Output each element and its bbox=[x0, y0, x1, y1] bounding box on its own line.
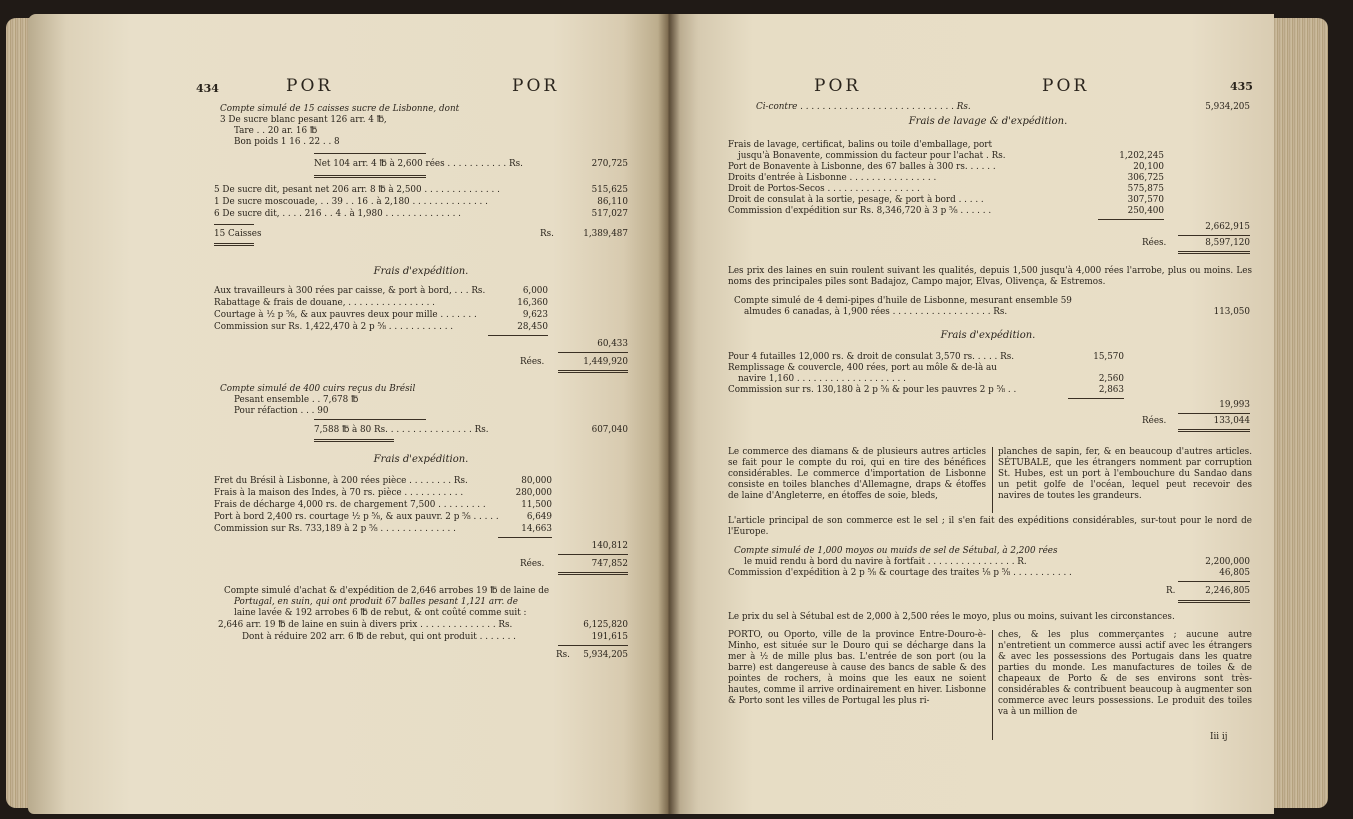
cases-total-value: 1,389,487 bbox=[583, 229, 628, 239]
expense-value: 80,000 bbox=[521, 476, 552, 486]
rule bbox=[558, 645, 628, 646]
expense-line: Frais à la maison des Indes, à 70 rs. pièce . . . . . . . . . . . bbox=[214, 488, 464, 498]
washing-line: Droit de consulat à la sortie, pesage, & port à bord . . . . . bbox=[728, 195, 984, 205]
oil-expense-line: navire 1,160 . . . . . . . . . . . . . . . . . . . . bbox=[738, 374, 906, 384]
rule bbox=[1178, 251, 1250, 254]
washing-value: 20,100 bbox=[1133, 162, 1164, 172]
rule bbox=[1178, 413, 1250, 414]
washing-line: Droits d'entrée à Lisbonne . . . . . . . . . . . . . . . . bbox=[728, 173, 937, 183]
rule bbox=[1178, 429, 1250, 432]
rule bbox=[1178, 235, 1250, 236]
oil-account-line: Compte simulé de 4 demi-pipes d'huile de Lisbonne, mesurant ensemble 59 bbox=[734, 296, 1072, 306]
expense-value: 11,500 bbox=[521, 500, 552, 510]
wool-total-value: 5,934,205 bbox=[583, 650, 628, 660]
sugar-line: 5 De sucre dit, pesant net 206 arr. 8 ℔ à 2,500 . . . . . . . . . . . . . . bbox=[214, 185, 500, 195]
rule bbox=[214, 243, 254, 246]
washing-line: Frais de lavage, certificat, balins ou toile d'emballage, port bbox=[728, 140, 993, 150]
wool-row: 2,646 arr. 19 ℔ de laine en suin à divers prix . . . . . . . . . . . . . . Rs. bbox=[218, 620, 513, 630]
carry-value: 5,934,205 bbox=[1205, 102, 1250, 112]
rule bbox=[314, 419, 426, 420]
sugar-value: 515,625 bbox=[591, 185, 628, 195]
salt-total-value: 2,246,805 bbox=[1205, 586, 1250, 596]
column-divider bbox=[992, 630, 993, 740]
expense-value: 280,000 bbox=[515, 488, 552, 498]
wool-value: 6,125,820 bbox=[583, 620, 628, 630]
oil-subtotal: 19,993 bbox=[1219, 400, 1250, 410]
total-label: Rées. bbox=[520, 357, 545, 367]
expense-subtotal: 60,433 bbox=[597, 339, 628, 349]
total-value: 747,852 bbox=[591, 559, 628, 569]
wool-intro-line: laine lavée & 192 arrobes 6 ℔ de rebut, & ont coûté comme suit : bbox=[234, 608, 527, 618]
left-running-head-right: POR bbox=[512, 76, 560, 96]
left-page-number: 434 bbox=[196, 82, 219, 95]
rule bbox=[488, 335, 548, 336]
signature-mark: Iii ij bbox=[1210, 732, 1228, 742]
oil-expense-line: Commission sur rs. 130,180 à 2 p ⅝ & pour les pauvres 2 p ⅝ . . bbox=[728, 385, 1017, 395]
salt-price-paragraph: Le prix du sel à Sétubal est de 2,000 à 2,500 rées le moyo, plus ou moins, suivant les circonstances. bbox=[728, 612, 1175, 622]
expense-value: 6,649 bbox=[526, 512, 552, 522]
sugar-value: 517,027 bbox=[591, 209, 628, 219]
right-running-head: POR bbox=[814, 76, 862, 96]
sugar-line: 6 De sucre dit, . . . . 216 . . 4 . à 1,980 . . . . . . . . . . . . . . bbox=[214, 209, 461, 219]
expense-line: Fret du Brésil à Lisbonne, à 200 rées pièce . . . . . . . . Rs. bbox=[214, 476, 468, 486]
total-label: Rées. bbox=[520, 559, 545, 569]
carry-forward: Ci-contre . . . . . . . . . . . . . . . . . . . . . . . . . . . . Rs. bbox=[756, 102, 971, 112]
total-value: 8,597,120 bbox=[1205, 238, 1250, 248]
expense-value: 9,623 bbox=[522, 310, 548, 320]
rule bbox=[558, 352, 628, 353]
rule bbox=[558, 370, 628, 373]
commerce-column-left: Le commerce des diamans & de plusieurs autres articles se fait pour le compte du roi, qui en tire des bénéfices considérables. Le commerce d'importation de Lisbonne consiste en toiles blanches d'Allemagne, draps & étoffes de laine d'Angleterre, en étoffes de soie, bleds, bbox=[728, 447, 986, 501]
salt-account-line: le muid rendu à bord du navire à fortfait . . . . . . . . . . . . . . . . R. bbox=[744, 557, 1027, 567]
expense-line: Aux travailleurs à 300 rées par caisse, & port à bord, . . . Rs. bbox=[214, 286, 486, 296]
expense-line: Commission sur Rs. 733,189 à 2 p ⅝ . . . . . . . . . . . . . . bbox=[214, 524, 456, 534]
washing-line: Commission d'expédition sur Rs. 8,346,720 à 3 p ⅝ . . . . . . bbox=[728, 206, 992, 216]
oil-expense-line: Pour 4 futailles 12,000 rs. & droit de consulat 3,570 rs. . . . . Rs. bbox=[728, 352, 1015, 362]
hides-account-intro: Compte simulé de 400 cuirs reçus du Brésil bbox=[220, 384, 416, 394]
expense-line: Rabattage & frais de douane, . . . . . . . . . . . . . . . . bbox=[214, 298, 435, 308]
washing-value: 250,400 bbox=[1127, 206, 1164, 216]
expense-value: 16,360 bbox=[517, 298, 548, 308]
expense-line: Courtage à ½ p ⅝, & aux pauvres deux pour mille . . . . . . . bbox=[214, 310, 477, 320]
rule bbox=[314, 175, 426, 178]
sugar-row: Tare . . 20 ar. 16 ℔ bbox=[234, 126, 318, 136]
expense-value: 6,000 bbox=[522, 286, 548, 296]
rule bbox=[1178, 600, 1250, 603]
right-page-edges bbox=[1268, 18, 1328, 808]
washing-line: Droit de Portos-Secos . . . . . . . . . . . . . . . . . bbox=[728, 184, 920, 194]
sugar-row: Bon poids 1 16 . 22 . . 8 bbox=[234, 137, 340, 147]
wool-value: 191,615 bbox=[591, 632, 628, 642]
rule bbox=[1098, 219, 1164, 220]
oil-expense-value: 2,560 bbox=[1098, 374, 1124, 384]
total-value: 133,044 bbox=[1213, 416, 1250, 426]
hides-net-value: 607,040 bbox=[591, 425, 628, 435]
wool-intro-line: Compte simulé d'achat & d'expédition de 2,646 arrobes 19 ℔ de laine de bbox=[224, 586, 550, 596]
section-title: Frais d'expédition. bbox=[373, 454, 469, 465]
left-running-head: POR bbox=[286, 76, 334, 96]
cases-total-label: 15 Caisses bbox=[214, 229, 262, 239]
porto-column-right: ches, & les plus commerçantes ; aucune autre n'entretient un commerce aussi actif avec les étrangers & avec les possessions des Portugais dans les quatre parties du monde. Les manufactures de toiles & de chapeaux de Porto & de ses environs sont très-considérables & contribuent beaucoup à augmenter son commerce avec leurs possessions. Le produit des toiles va à un million de bbox=[998, 630, 1252, 717]
sugar-line: 1 De sucre moscouade, . . 39 . . 16 . à 2,180 . . . . . . . . . . . . . . bbox=[214, 197, 488, 207]
total-label: Rées. bbox=[1142, 416, 1167, 426]
expense-line: Port à bord 2,400 rs. courtage ½ p ⅝, & aux pauvr. 2 p ⅝ . . . . . bbox=[214, 512, 499, 522]
wool-prices-paragraph: Les prix des laines en suin roulent suivant les qualités, depuis 1,500 jusqu'à 4,000 rées l'arrobe, plus ou moins. Les noms des principales piles sont Badajoz, Campo major, Elvas, Olivença, & Estremos. bbox=[728, 266, 1252, 287]
wool-total-prefix: Rs. bbox=[556, 650, 570, 660]
porto-column-left: PORTO, ou Oporto, ville de la province Entre-Douro-è-Minho, est située sur le Douro qui se décharge dans la mer à ½ de mille plus bas. L'entrée de son port (ou la barre) est dangereuse à cause des bancs de sable & des pointes de rochers, à moins que les eaux ne soient hautes, comme il arrive ordinairement en hiver. Lisbonne & Porto sont les villes de Portugal les plus ri- bbox=[728, 630, 986, 706]
salt-paragraph: L'article principal de son commerce est le sel ; il s'en fait des expéditions considérables, sur-tout pour le nord de l'Europe. bbox=[728, 516, 1252, 537]
hides-row: Pesant ensemble . . 7,678 ℔ bbox=[234, 395, 359, 405]
rule bbox=[314, 153, 426, 154]
washing-line: jusqu'à Bonavente, commission du facteur pour l'achat . Rs. bbox=[738, 151, 1006, 161]
washing-subtotal: 2,662,915 bbox=[1205, 222, 1250, 232]
right-page bbox=[668, 14, 1274, 814]
total-value: 1,449,920 bbox=[583, 357, 628, 367]
net-value: 270,725 bbox=[591, 159, 628, 169]
salt-value: 46,805 bbox=[1219, 568, 1250, 578]
column-divider bbox=[992, 447, 993, 513]
oil-value: 113,050 bbox=[1213, 307, 1250, 317]
expense-subtotal: 140,812 bbox=[591, 541, 628, 551]
oil-account-line: almudes 6 canadas, à 1,900 rées . . . . . . . . . . . . . . . . . . Rs. bbox=[744, 307, 1008, 317]
wool-intro-line: Portugal, en suin, qui ont produit 67 balles pesant 1,121 arr. de bbox=[234, 597, 518, 607]
cases-total-prefix: Rs. bbox=[540, 229, 554, 239]
oil-expense-value: 15,570 bbox=[1093, 352, 1124, 362]
sugar-account-intro: Compte simulé de 15 caisses sucre de Lisbonne, dont bbox=[220, 104, 460, 114]
rule bbox=[1178, 581, 1250, 582]
hides-net-line: 7,588 ℔ à 80 Rs. . . . . . . . . . . . . . . . Rs. bbox=[314, 425, 489, 435]
salt-total-prefix: R. bbox=[1166, 586, 1176, 596]
washing-value: 1,202,245 bbox=[1119, 151, 1164, 161]
salt-value: 2,200,000 bbox=[1205, 557, 1250, 567]
washing-value: 307,570 bbox=[1127, 195, 1164, 205]
section-title: Frais de lavage & d'expédition. bbox=[908, 116, 1068, 127]
rule bbox=[498, 537, 552, 538]
left-page bbox=[28, 14, 668, 814]
expense-line: Commission sur Rs. 1,422,470 à 2 p ⅝ . . . . . . . . . . . . bbox=[214, 322, 454, 332]
rule bbox=[314, 439, 394, 442]
commerce-column-right: planches de sapin, fer, & en beaucoup d'autres articles. SÉTUBALE, que les étrangers nomment par corruption St. Hubes, est un port à l'embouchure du Sandao dans un petit golfe de l'océan, lequel peut recevoir des navires de toutes les grandeurs. bbox=[998, 447, 1252, 501]
washing-value: 306,725 bbox=[1127, 173, 1164, 183]
hides-row: Pour réfaction . . . 90 bbox=[234, 406, 329, 416]
sugar-row: 3 De sucre blanc pesant 126 arr. 4 ℔, bbox=[220, 115, 387, 125]
rule bbox=[558, 554, 628, 555]
right-running-head-right: POR bbox=[1042, 76, 1090, 96]
wool-row: Dont à réduire 202 arr. 6 ℔ de rebut, qui ont produit . . . . . . . bbox=[242, 632, 516, 642]
expense-value: 14,663 bbox=[521, 524, 552, 534]
expense-value: 28,450 bbox=[517, 322, 548, 332]
salt-account-line: Commission d'expédition à 2 p ⅝ & courtage des traites ⅛ p ⅝ . . . . . . . . . . . bbox=[728, 568, 1072, 578]
right-page-number: 435 bbox=[1230, 80, 1253, 93]
section-title: Frais d'expédition. bbox=[940, 330, 1036, 341]
net-line: Net 104 arr. 4 ℔ à 2,600 rées . . . . . . . . . . . Rs. bbox=[314, 159, 523, 169]
section-title: Frais d'expédition. bbox=[373, 266, 469, 277]
washing-line: Port de Bonavente à Lisbonne, des 67 balles à 300 rs. . . . . . bbox=[728, 162, 996, 172]
rule bbox=[558, 572, 628, 575]
expense-line: Frais de décharge 4,000 rs. de chargement 7,500 . . . . . . . . . bbox=[214, 500, 486, 510]
rule bbox=[1068, 398, 1124, 399]
oil-expense-value: 2,863 bbox=[1098, 385, 1124, 395]
salt-account-line: Compte simulé de 1,000 moyos ou muids de sel de Sétubal, à 2,200 rées bbox=[734, 546, 1058, 556]
oil-expense-line: Remplissage & couvercle, 400 rées, port au môle & de-là au bbox=[728, 363, 997, 373]
washing-value: 575,875 bbox=[1127, 184, 1164, 194]
rule bbox=[214, 224, 254, 225]
total-label: Rées. bbox=[1142, 238, 1167, 248]
book-gutter bbox=[658, 14, 680, 814]
sugar-value: 86,110 bbox=[597, 197, 628, 207]
